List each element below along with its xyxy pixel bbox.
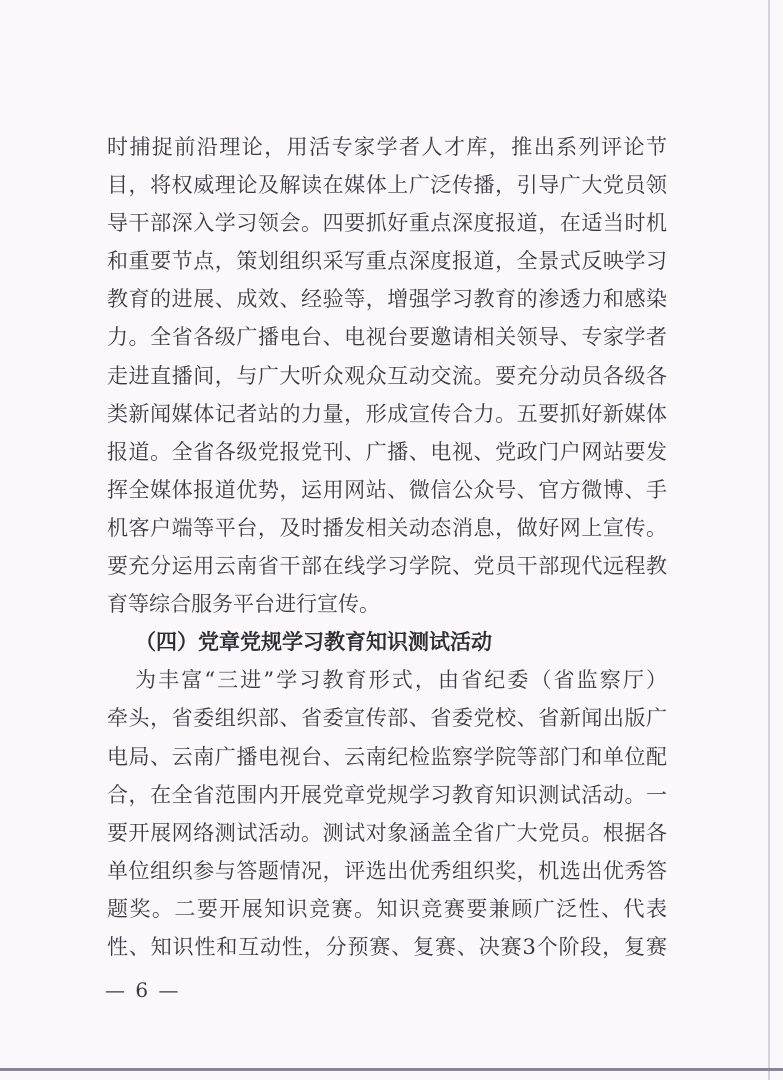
text-line: 合，在全省范围内开展党章党规学习教育知识测试活动。一 — [107, 782, 667, 807]
text-line: 机客户端等平台，及时播发相关动态消息，做好网上宣传。 — [107, 515, 667, 540]
scan-bottom-edge — [0, 1068, 783, 1071]
text-line: 牵头，省委组织部、省委宣传部、省委党校、省新闻出版广 — [107, 706, 667, 731]
text-line: 类新闻媒体记者站的力量，形成宣传合力。五要抓好新媒体 — [107, 401, 667, 426]
text-line: 目，将权威理论及解读在媒体上广泛传播，引导广大党员领 — [107, 173, 667, 198]
text-line: 题奖。二要开展知识竞赛。知识竞赛要兼顾广泛性、代表 — [107, 896, 667, 921]
text-line: 力。全省各级广播电台、电视台要邀请相关领导、专家学者 — [107, 325, 667, 350]
text-line: 要开展网络测试活动。测试对象涵盖全省广大党员。根据各 — [107, 820, 667, 845]
text-line: 性、知识性和互动性，分预赛、复赛、决赛3个阶段，复赛 — [107, 934, 667, 959]
text-line: 导干部深入学习领会。四要抓好重点深度报道，在适当时机 — [107, 211, 667, 236]
text-line: 育等综合服务平台进行宣传。 — [107, 592, 380, 617]
document-body — [107, 128, 667, 966]
page-number: — 6 — — [105, 978, 181, 1002]
text-line: 走进直播间，与广大听众观众互动交流。要充分动员各级各 — [107, 363, 667, 388]
text-line: 时捕捉前沿理论，用活专家学者人才库，推出系列评论节 — [107, 135, 667, 159]
text-line: 为丰富“三进”学习教育形式，由省纪委（省监察厅） — [135, 668, 667, 693]
text-line: 报道。全省各级党报党刊、广播、电视、党政门户网站要发 — [107, 439, 667, 464]
text-line: 要充分运用云南省干部在线学习学院、党员干部现代远程教 — [107, 554, 667, 579]
scan-page-edge — [768, 0, 770, 1080]
text-line: 教育的进展、成效、经验等，增强学习教育的渗透力和感染 — [107, 287, 667, 312]
section-heading: （四）党章党规学习教育知识测试活动 — [135, 630, 492, 655]
text-line: 单位组织参与答题情况，评选出优秀组织奖，机选出优秀答 — [107, 858, 667, 883]
text-line: 和重要节点，策划组织采写重点深度报道，全景式反映学习 — [107, 249, 667, 274]
text-line: 电局、云南广播电视台、云南纪检监察学院等部门和单位配 — [107, 744, 667, 769]
text-line: 挥全媒体报道优势，运用网站、微信公众号、官方微博、手 — [107, 477, 667, 502]
